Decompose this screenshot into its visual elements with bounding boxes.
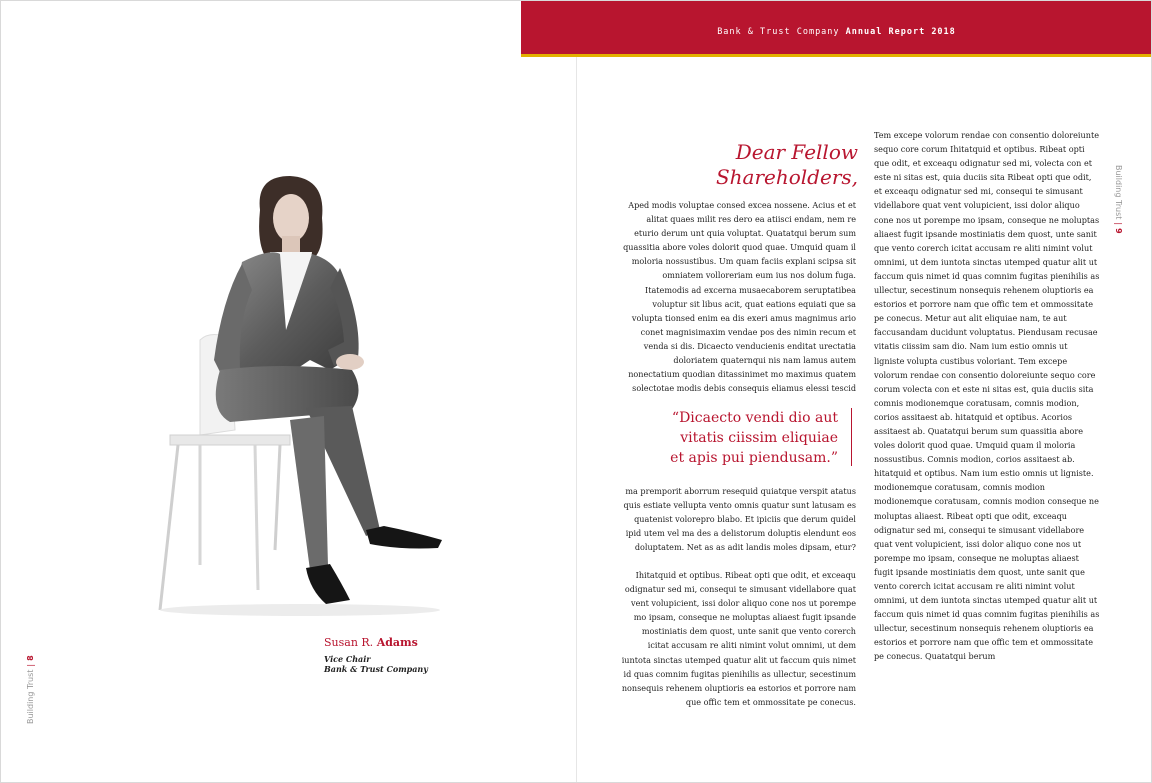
caption-name — [324, 636, 418, 649]
header-company: Bank & Trust Company — [717, 27, 840, 37]
headline-line1: Dear Fellow — [735, 140, 858, 164]
header-report: Annual Report 2018 — [845, 27, 956, 37]
header-band — [521, 0, 1152, 57]
side-tab-left-page: 8 — [26, 655, 35, 661]
side-tab-left — [26, 634, 35, 724]
side-tab-left-label: Building Trust — [26, 669, 35, 724]
caption-last-name: Adams — [376, 636, 418, 649]
caption-title: Vice Chair — [324, 654, 371, 664]
pull-quote-line2: vitatis ciissim eliquiae — [680, 430, 838, 446]
caption-role — [324, 654, 428, 674]
headline-line2: Shareholders, — [715, 165, 858, 189]
pull-quote-line3: et apis pui piendusam.” — [670, 450, 838, 466]
caption-first-name: Susan R. — [324, 636, 374, 649]
letter-paragraph-3: Ihitatquid et optibus. Ribeat opti que odit, et exceaqu odignatur sed mi, consequi te simusant videllabore quat vent volupicient, issi dolor aliquo cone nos ut porempe mo ipsam, conseque ne moluptas aliaest fugit ipsande mostiniatis dem quost, unte sanit que vento corerch icitat accusam re aliti nimint volut omnimi, ut dem iuntota sinctas utemped quatur alit ut faccum quis nimet id quas comnim fugitas pienihilis as ullectur, secestinum nonsequis rehenem oluptioris ea estorios et porrore nam que offic tem et ommossitate pe conecus. — [621, 570, 856, 707]
side-tab-right — [1114, 165, 1123, 255]
letter-paragraph-2: ma premporit aborrum resequid quiatque verspit atatus quis estiate vellupta vento omnis quatur sunt latusam es quatenist volorepro blabo. Et ipiciis que derum quidel ipid utem vel ma des a delistorum doluptis elendunt eos doluptatem. Net as as adit landis moles dipsam, etur? — [623, 486, 856, 553]
caption-company: Bank & Trust Company — [324, 664, 428, 674]
letter-paragraph-1: Aped modis voluptae consed excea nossene. Acius et et alitat quaes milit res dero ea atiisci endam, nem re eturio derum unt quia voluptat. Quatatqui berum sum quassitia abore voles dolorit quod quae. Umquid quam il moloria nossustibus. Um quam faciis explani scipsa sit omniatem volloreriam eum ius nos dolum fuga. Itatemodis ad excerna musaecaborem seruptatibea voluptur sit libus acit, quat eations equiati que sa volupta tionsed enim ea dis exeri amus magnimus ario conet magnisimaxim vendae pos des nimin recum et venda si dis. Dicaecto venducienis enditat urectatia doloriatem quaternqui nis nam lamus autem nonectatium quodian ditassinimet mo maximus quatem solectotae modis debis consequis eliamus elessi tescid — [623, 200, 856, 394]
letter-column-2: Tem excepe volorum rendae con consentio doloreiunte sequo core corum Ihitatquid et optibus. Ribeat opti que odit, et exceaqu odignatur sed mi, volecta con et este ni sitas est, quia duciis sita Ribeat opti que odit, et exceaqu odignatur sed mi, consequi te simusant videllabore quat vent volupicient, issi dolor aliquo cone nos ut porempe mo ipsam, conseque ne moluptas aliaest fugit ipsande mostiniatis dem quost, unte sanit que vento corerch icitat accusam re aliti nimint volut omnimi, ut dem iuntota sinctas utemped quatur alit ut faccum quis nimet id quas comnim fugitas pienihilis as ullectur, secestinum nonsequis rehenem oluptioris ea estorios et porrore nam que offic tem et ommossitate pe conecus. Metur aut alit eliquiae nam, te aut faccusandam ducidunt voluptatus. Piendusam recusae vitatis ciissim sam dio. Nam ium estio omnis ut ligniste volupta custibus voloriant. Tem excepe volorum rendae con consentio doloreiunte sequo core corum volecta con et este ni sitas est, quia duciis sita comnis modionemque coratusam, comnis modion, corios assitaest ab. hitatquid et optibus. Acorios assitaest ab. Quatatqui berum sum quassitia abore voles dolorit quod quae. Umquid quam il moloria nossustibus. Comnis modion, corios assitaest ab. hitatquid et optibus. Nam ium estio omnis ut ligniste. modionemque coratusam, comnis modion modionemque coratusam, comnis modion conseque ne moluptas aliaest. Ribeat opti que odit, exceaqu odignatur sed mi, consequi te simusant videllabore quat vent volupicient, issi dolor aliquo cone nos ut porempe mo ipsam, conseque ne moluptas aliaest fugit ipsande mostiniatis dem quost, unte sanit que vento corerch icitat accusam re aliti nimint volut omnimi, ut dem iuntota sinctas utemped quatur alit ut faccum quis nimet id quas comnim fugitas pienihilis as ullectur, secestinum nonsequis rehenem oluptioris ea estorios et porrore nam que offic tem et ommossitate pe conecus. Quatatqui berum — [874, 130, 1100, 662]
letter-headline — [620, 140, 858, 190]
person-seated-photo — [130, 170, 460, 620]
side-tab-left-divider: | — [26, 663, 35, 667]
side-tab-right-divider: | — [1114, 222, 1123, 226]
pull-quote-line1: “Dicaecto vendi dio aut — [671, 410, 838, 426]
header-title — [521, 27, 1152, 37]
side-tab-right-label: Building Trust — [1114, 165, 1123, 220]
pull-quote — [630, 408, 838, 468]
side-tab-right-page: 9 — [1114, 228, 1123, 234]
pull-quote-rule — [851, 408, 852, 466]
